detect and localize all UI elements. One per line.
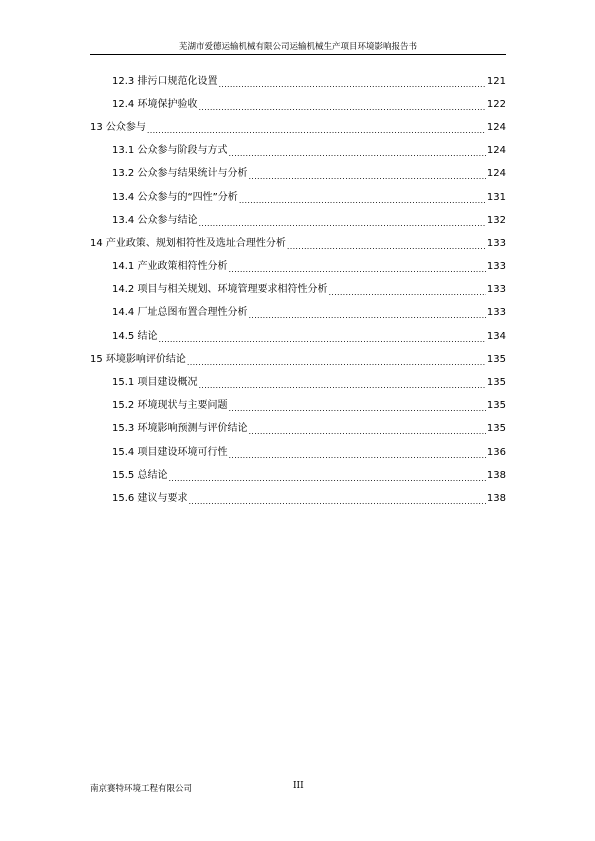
toc-dot-leader (248, 310, 485, 322)
toc-entry-title: 15.5 总结论 (112, 469, 168, 481)
toc-entry[interactable] (90, 163, 506, 186)
toc-entry-title: 12.3 排污口规范化设置 (112, 75, 218, 87)
toc-entry-title: 13.4 公众参与结论 (112, 214, 198, 226)
toc-dot-leader (198, 218, 485, 230)
toc-dot-leader (187, 357, 486, 369)
toc-entry[interactable] (90, 441, 506, 464)
toc-entry-page: 133 (486, 261, 506, 273)
toc-dot-leader (198, 380, 485, 392)
toc-entry-page: 133 (486, 237, 506, 249)
toc-dot-leader (248, 426, 485, 438)
toc-chapter-entry[interactable] (90, 232, 506, 255)
toc-entry-page: 132 (486, 214, 506, 226)
toc-dot-leader (188, 496, 485, 508)
toc-entry-page: 122 (486, 98, 506, 110)
toc-entry-title: 15.3 环境影响预测与评价结论 (112, 423, 248, 435)
toc-entry-page: 124 (486, 168, 506, 180)
toc-entry-title: 15 环境影响评价结论 (90, 353, 186, 365)
toc-entry-title: 14.5 结论 (112, 330, 158, 342)
toc-entry-page: 133 (486, 307, 506, 319)
toc-dot-leader (218, 79, 485, 91)
toc-entry-page: 136 (486, 446, 506, 458)
toc-dot-leader (228, 148, 485, 160)
toc-entry[interactable] (90, 487, 506, 510)
toc-entry-title: 13.4 公众参与的“四性”分析 (112, 191, 238, 203)
toc-entry-title: 15.2 环境现状与主要问题 (112, 400, 228, 412)
toc-chapter-entry[interactable] (90, 116, 506, 139)
toc-entry-title: 14 产业政策、规划相符性及选址合理性分析 (90, 237, 286, 249)
toc-entry-title: 13 公众参与 (90, 121, 146, 133)
toc-entry-page: 124 (486, 145, 506, 157)
table-of-contents (90, 70, 506, 511)
toc-entry[interactable] (90, 140, 506, 163)
toc-entry[interactable] (90, 325, 506, 348)
toc-entry-page: 131 (486, 191, 506, 203)
header-divider (90, 54, 506, 55)
toc-entry-page: 138 (486, 469, 506, 481)
toc-entry-title: 13.2 公众参与结果统计与分析 (112, 168, 248, 180)
toc-entry[interactable] (90, 70, 506, 93)
toc-dot-leader (168, 473, 485, 485)
toc-chapter-entry[interactable] (90, 348, 506, 371)
toc-entry-title: 13.1 公众参与阶段与方式 (112, 145, 228, 157)
footer-company-name: 南京赛特环境工程有限公司 (90, 784, 193, 794)
toc-dot-leader (147, 125, 486, 137)
toc-entry-title: 14.1 产业政策相符性分析 (112, 261, 228, 273)
toc-dot-leader (287, 241, 486, 253)
toc-entry-page: 135 (486, 377, 506, 389)
toc-dot-leader (248, 171, 485, 183)
toc-dot-leader (228, 450, 485, 462)
toc-entry-title: 12.4 环境保护验收 (112, 98, 198, 110)
footer-page-number: III (293, 781, 304, 791)
toc-entry[interactable] (90, 371, 506, 394)
toc-entry-page: 138 (486, 492, 506, 504)
toc-entry[interactable] (90, 186, 506, 209)
toc-entry-title: 15.6 建议与要求 (112, 492, 188, 504)
toc-entry[interactable] (90, 395, 506, 418)
toc-entry-page: 133 (486, 284, 506, 296)
toc-entry-title: 14.4 厂址总图布置合理性分析 (112, 307, 248, 319)
toc-entry-page: 135 (486, 400, 506, 412)
toc-entry-page: 135 (486, 353, 506, 365)
toc-entry[interactable] (90, 302, 506, 325)
toc-entry-page: 121 (486, 75, 506, 87)
toc-entry-page: 124 (486, 121, 506, 133)
toc-dot-leader (158, 334, 485, 346)
toc-entry[interactable] (90, 209, 506, 232)
toc-entry[interactable] (90, 418, 506, 441)
toc-entry[interactable] (90, 279, 506, 302)
toc-entry[interactable] (90, 256, 506, 279)
toc-dot-leader (228, 264, 485, 276)
toc-entry[interactable] (90, 464, 506, 487)
toc-dot-leader (328, 287, 485, 299)
toc-entry[interactable] (90, 93, 506, 116)
toc-entry-page: 134 (486, 330, 506, 342)
toc-entry-title: 15.1 项目建设概况 (112, 377, 198, 389)
toc-entry-title: 15.4 项目建设环境可行性 (112, 446, 228, 458)
page-header-title: 芜湖市爱德运输机械有限公司运输机械生产项目环境影响报告书 (178, 42, 417, 52)
toc-dot-leader (198, 102, 485, 114)
toc-entry-page: 135 (486, 423, 506, 435)
toc-dot-leader (239, 195, 486, 207)
toc-dot-leader (228, 403, 485, 415)
toc-entry-title: 14.2 项目与相关规划、环境管理要求相符性分析 (112, 284, 328, 296)
